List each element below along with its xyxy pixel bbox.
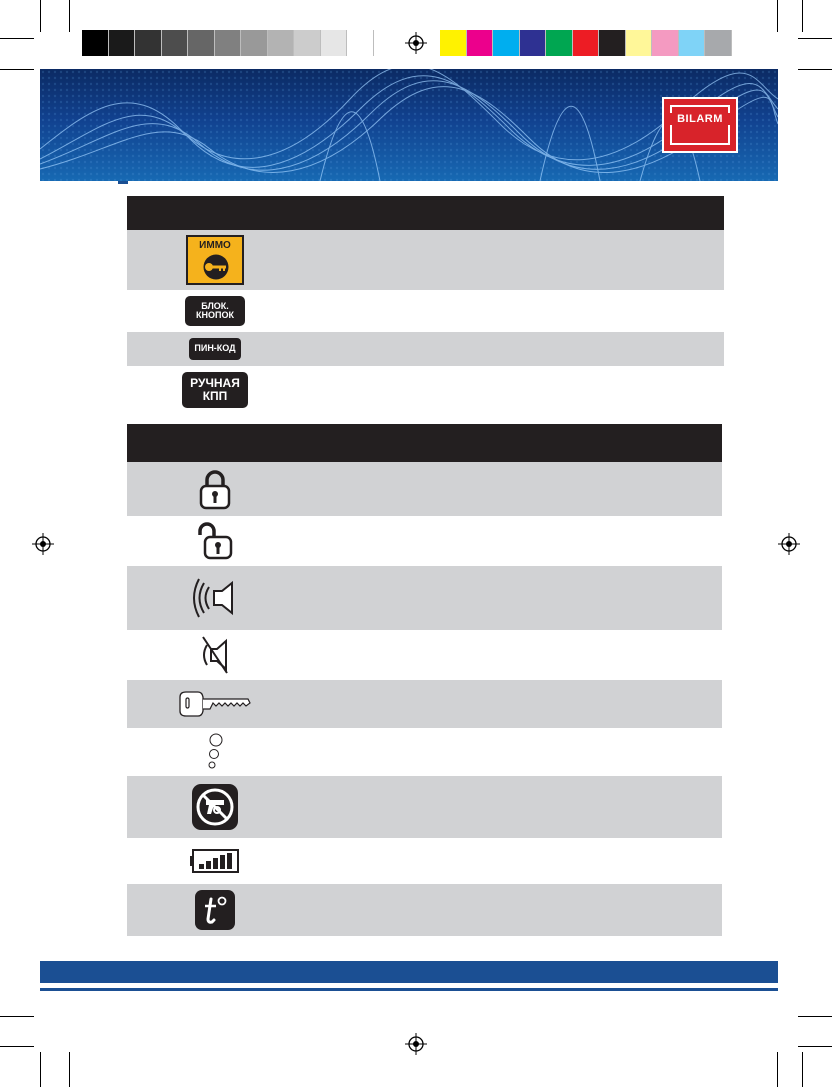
registration-mark-icon: [405, 32, 427, 54]
color-swatch: [294, 30, 321, 56]
indicator-table-2: [127, 424, 722, 936]
color-swatch: [109, 30, 136, 56]
crop-mark: [0, 38, 34, 39]
crop-mark: [40, 1052, 41, 1087]
icon-cell: [165, 332, 265, 366]
table-row: [127, 838, 722, 884]
icon-cell: [165, 630, 265, 680]
crop-mark: [69, 0, 70, 32]
icon-cell: [165, 516, 265, 566]
color-swatch: [321, 30, 348, 56]
bubbles-icon: [205, 732, 225, 772]
speaker-sound-icon: [192, 573, 238, 623]
icon-cell: [165, 728, 265, 776]
header-banner: [40, 69, 778, 181]
battery-level-icon: [190, 848, 240, 874]
color-swatch: [241, 30, 268, 56]
color-swatch: [268, 30, 295, 56]
icon-cell: [165, 680, 265, 728]
table-header: [127, 424, 722, 462]
crop-mark: [802, 1052, 803, 1087]
color-swatch: [82, 30, 109, 56]
temperature-icon: [194, 889, 236, 931]
color-swatch: [573, 30, 600, 56]
color-swatch: [705, 30, 732, 56]
color-swatch: [162, 30, 189, 56]
color-swatch: [626, 30, 653, 56]
color-swatch: [652, 30, 679, 56]
manual-gearbox-badge: РУЧНАЯ КПП: [182, 372, 248, 408]
color-swatch: [493, 30, 520, 56]
color-swatch: [599, 30, 626, 56]
color-swatch: [520, 30, 547, 56]
color-swatch: [467, 30, 494, 56]
color-swatch: [188, 30, 215, 56]
table-row: [127, 290, 724, 332]
registration-mark-icon: [778, 533, 800, 555]
crop-mark: [798, 1046, 832, 1047]
footer-line: [40, 988, 778, 991]
crop-mark: [777, 1052, 778, 1087]
speaker-mute-icon: [195, 633, 235, 677]
table-row: [127, 566, 722, 630]
icon-cell: [165, 366, 265, 414]
color-swatch: [440, 30, 467, 56]
indicator-table-1: [127, 196, 724, 414]
tab-mark: [118, 181, 128, 184]
table-row: [127, 884, 722, 936]
registration-mark-icon: [405, 1033, 427, 1055]
icon-cell: [165, 776, 265, 838]
crop-mark: [798, 1016, 832, 1017]
icon-cell: [165, 230, 265, 290]
crop-mark: [69, 1052, 70, 1087]
table-row: [127, 230, 724, 290]
immo-key-icon: [186, 235, 244, 285]
icon-cell: [165, 566, 265, 630]
crop-mark: [0, 69, 34, 70]
pin-code-badge: ПИН-КОД: [189, 338, 241, 360]
table-row: [127, 332, 724, 366]
process-color-bar: [440, 30, 732, 56]
table-header: [127, 196, 724, 230]
crop-mark: [798, 69, 832, 70]
registration-mark-icon: [32, 533, 54, 555]
crop-mark: [798, 38, 832, 39]
table-row: [127, 516, 722, 566]
key-icon: [178, 689, 252, 719]
icon-cell: [165, 290, 265, 332]
logo-text: BILARM: [664, 113, 736, 125]
padlock-closed-icon: [198, 468, 232, 510]
icon-cell: [165, 462, 265, 516]
icon-cell: [165, 884, 265, 936]
crop-mark: [0, 1046, 34, 1047]
table-row: [127, 630, 722, 680]
color-swatch: [135, 30, 162, 56]
color-swatch: [546, 30, 573, 56]
table-row: [127, 680, 722, 728]
footer-bar: [40, 961, 778, 983]
table-row: [127, 462, 722, 516]
crop-mark: [0, 1016, 34, 1017]
padlock-open-icon: [195, 521, 235, 561]
table-row: [127, 366, 724, 414]
no-shock-sensor-icon: [191, 783, 239, 831]
table-row: [127, 776, 722, 838]
color-swatch: [347, 30, 374, 56]
crop-mark: [40, 0, 41, 32]
crop-mark: [777, 0, 778, 32]
crop-mark: [802, 0, 803, 32]
icon-cell: [165, 838, 265, 884]
color-swatch: [215, 30, 242, 56]
immo-label: ИММО: [199, 240, 231, 251]
button-lock-badge: БЛОК. КНОПОК: [185, 296, 245, 326]
color-swatch: [679, 30, 706, 56]
gray-scale-bar: [82, 30, 374, 56]
table-row: [127, 728, 722, 776]
bilarm-logo: [662, 97, 738, 153]
